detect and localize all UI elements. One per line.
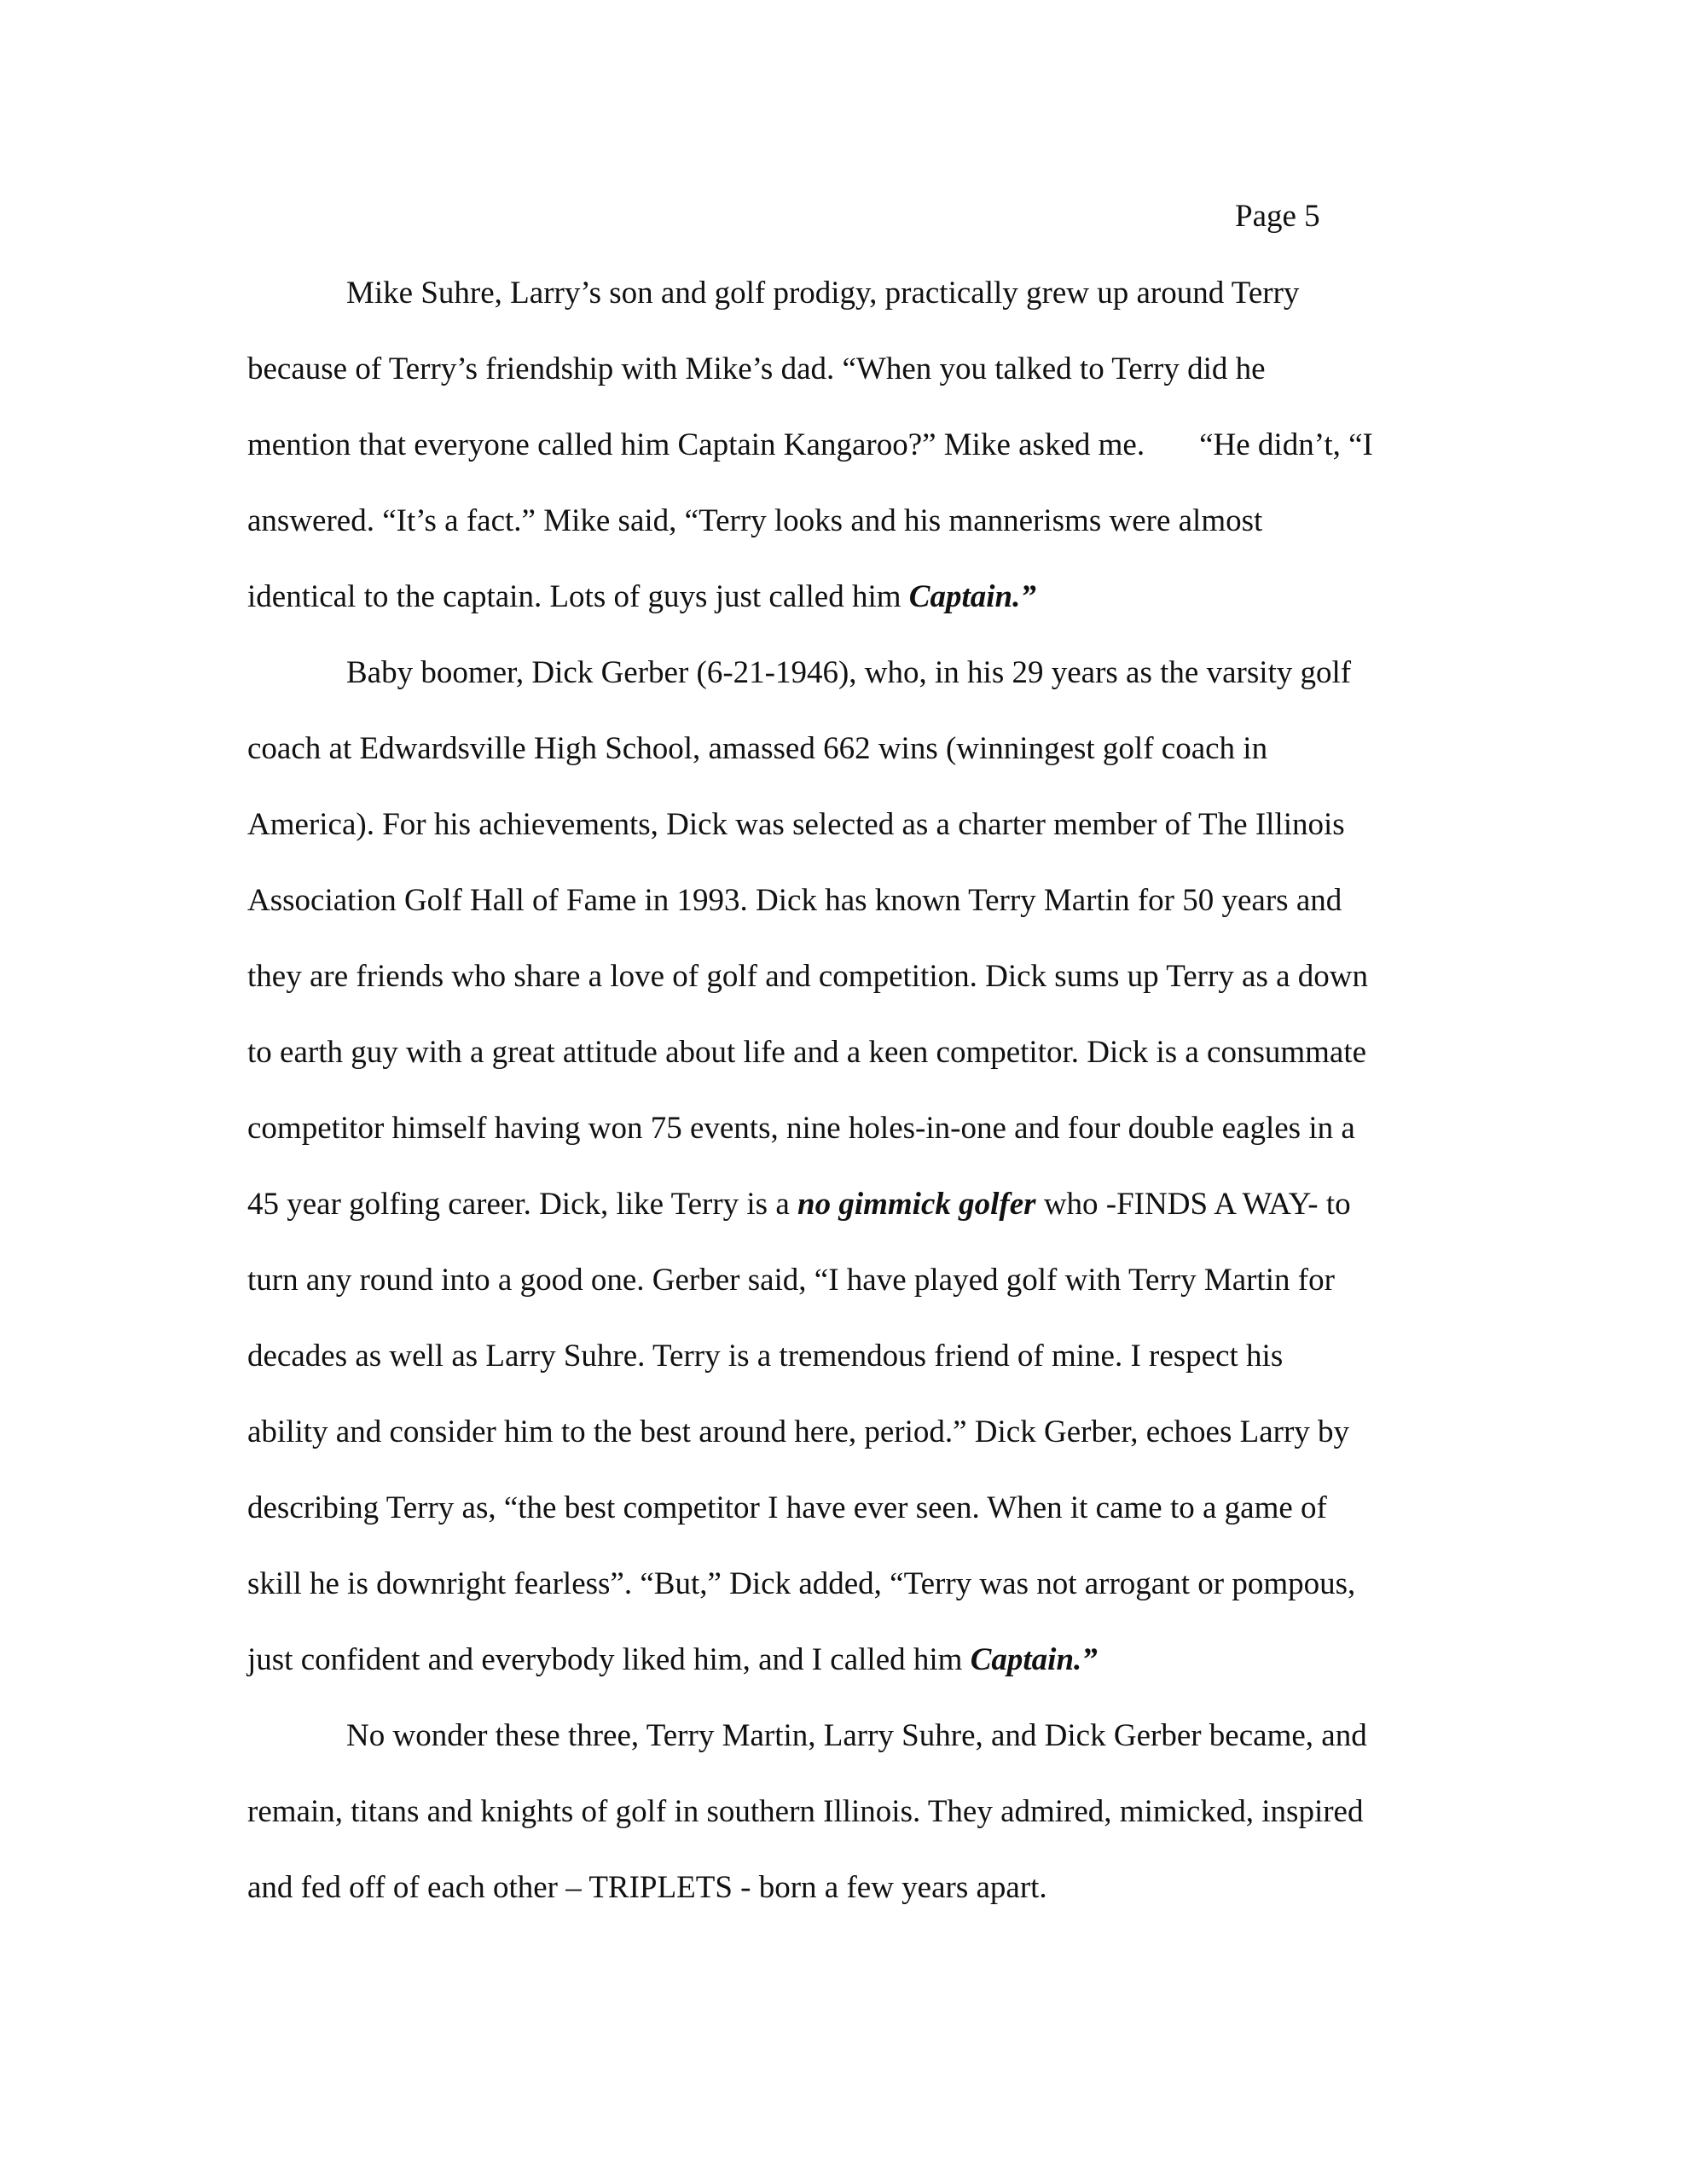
text-line: decades as well as Larry Suhre. Terry is a tremendous friend of mine. I respect his bbox=[247, 1339, 1284, 1374]
text-line bbox=[247, 1184, 1441, 1260]
text-segment: 45 year golfing career. Dick, like Terry is a bbox=[247, 1187, 798, 1222]
text-line: answered. “It’s a fact.” Mike said, “Terry looks and his mannerisms were almost bbox=[247, 503, 1263, 538]
emphasis-text: Captain.” bbox=[908, 579, 1036, 614]
text-line: they are friends who share a love of golf and competition. Dick sums up Terry as a down bbox=[247, 959, 1368, 994]
text-line: to earth guy with a great attitude about life and a keen competitor. Dick is a consummate bbox=[247, 1035, 1367, 1070]
text-line: coach at Edwardsville High School, amassed 662 wins (winningest golf coach in bbox=[247, 731, 1268, 766]
text-line bbox=[247, 425, 1441, 501]
text-segment: identical to the captain. Lots of guys just called him bbox=[247, 579, 909, 614]
text-line: No wonder these three, Terry Martin, Larry Suhre, and Dick Gerber became, and bbox=[346, 1718, 1367, 1753]
text-segment: who -FINDS A WAY- to bbox=[1035, 1187, 1351, 1222]
paragraph-3 bbox=[247, 1716, 1441, 1943]
body-text bbox=[247, 273, 1441, 1943]
paragraph-1 bbox=[247, 273, 1441, 653]
text-line: competitor himself having won 75 events, nine holes-in-one and four double eagles in a bbox=[247, 1111, 1355, 1146]
text-segment: “He didn’t, “I bbox=[1199, 427, 1373, 462]
text-line: remain, titans and knights of golf in southern Illinois. They admired, mimicked, inspired bbox=[247, 1794, 1364, 1829]
text-line: Association Golf Hall of Fame in 1993. Dick has known Terry Martin for 50 years and bbox=[247, 883, 1342, 918]
text-line bbox=[247, 1640, 1441, 1716]
text-segment: mention that everyone called him Captain Kangaroo?” Mike asked me. bbox=[247, 427, 1145, 462]
text-line: describing Terry as, “the best competitor I have ever seen. When it came to a game of bbox=[247, 1490, 1327, 1525]
text-line: Mike Suhre, Larry’s son and golf prodigy, practically grew up around Terry bbox=[346, 276, 1300, 311]
paragraph-2 bbox=[247, 653, 1441, 1716]
text-line: America). For his achievements, Dick was selected as a charter member of The Illinois bbox=[247, 807, 1345, 842]
text-line: ability and consider him to the best around here, period.” Dick Gerber, echoes Larry by bbox=[247, 1414, 1350, 1449]
text-line: Baby boomer, Dick Gerber (6-21-1946), who, in his 29 years as the varsity golf bbox=[346, 655, 1352, 690]
text-line: and fed off of each other – TRIPLETS - born a few years apart. bbox=[247, 1870, 1047, 1905]
text-line: skill he is downright fearless”. “But,” Dick added, “Terry was not arrogant or pompous, bbox=[247, 1566, 1356, 1601]
text-line bbox=[247, 577, 1441, 653]
text-line: because of Terry’s friendship with Mike’s dad. “When you talked to Terry did he bbox=[247, 351, 1266, 386]
text-segment: just confident and everybody liked him, and I called him bbox=[247, 1642, 971, 1677]
emphasis-text: no gimmick golfer bbox=[797, 1187, 1036, 1222]
emphasis-text: Captain.” bbox=[970, 1642, 1098, 1677]
page-number: Page 5 bbox=[1235, 199, 1320, 234]
text-line: turn any round into a good one. Gerber said, “I have played golf with Terry Martin for bbox=[247, 1263, 1335, 1298]
